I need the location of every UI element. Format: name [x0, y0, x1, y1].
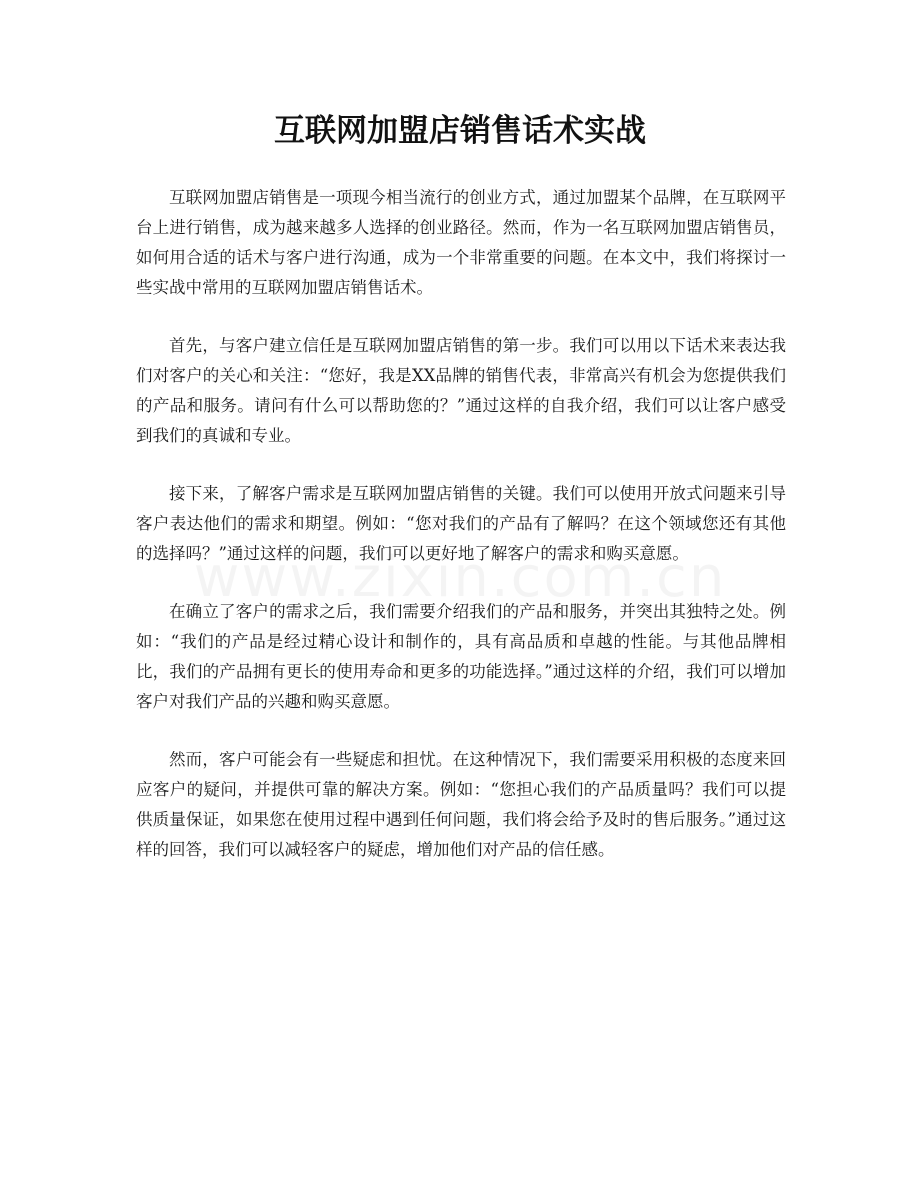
- paragraph-concerns: 然而，客户可能会有一些疑虑和担忧。在这种情况下，我们需要采用积极的态度来回应客户的疑问，并提供可靠的解决方案。例如：“您担心我们的产品质量吗？我们可以提供质量保证，如果您在使用过程中遇到任何问题，我们将会给予及时的售后服务。”通过这样的回答，我们可以减轻客户的疑虑，增加他们对产品的信任感。: [136, 750, 786, 859]
- page-title: 互联网加盟店销售话术实战: [274, 113, 646, 149]
- article-body: [136, 183, 786, 893]
- paragraph-trust: 首先，与客户建立信任是互联网加盟店销售的第一步。我们可以用以下话术来表达我们对客户的关心和关注：“您好，我是XX品牌的销售代表，非常高兴有机会为您提供我们的产品和服务。请问有什么可以帮助您的？”通过这样的自我介绍，我们可以让客户感受到我们的真诚和专业。: [136, 336, 786, 445]
- paragraph-product: 在确立了客户的需求之后，我们需要介绍我们的产品和服务，并突出其独特之处。例如：“我们的产品是经过精心设计和制作的，具有高品质和卓越的性能。与其他品牌相比，我们的产品拥有更长的使用寿命和更多的功能选择。”通过这样的介绍，我们可以增加客户对我们产品的兴趣和购买意愿。: [136, 602, 786, 711]
- paragraph-needs: 接下来，了解客户需求是互联网加盟店销售的关键。我们可以使用开放式问题来引导客户表达他们的需求和期望。例如：“您对我们的产品有了解吗？在这个领域您还有其他的选择吗？”通过这样的问题，我们可以更好地了解客户的需求和购买意愿。: [136, 484, 786, 563]
- paragraph-intro: 互联网加盟店销售是一项现今相当流行的创业方式，通过加盟某个品牌，在互联网平台上进行销售，成为越来越多人选择的创业路径。然而，作为一名互联网加盟店销售员，如何用合适的话术与客户进行沟通，成为一个非常重要的问题。在本文中，我们将探讨一些实战中常用的互联网加盟店销售话术。: [136, 188, 786, 297]
